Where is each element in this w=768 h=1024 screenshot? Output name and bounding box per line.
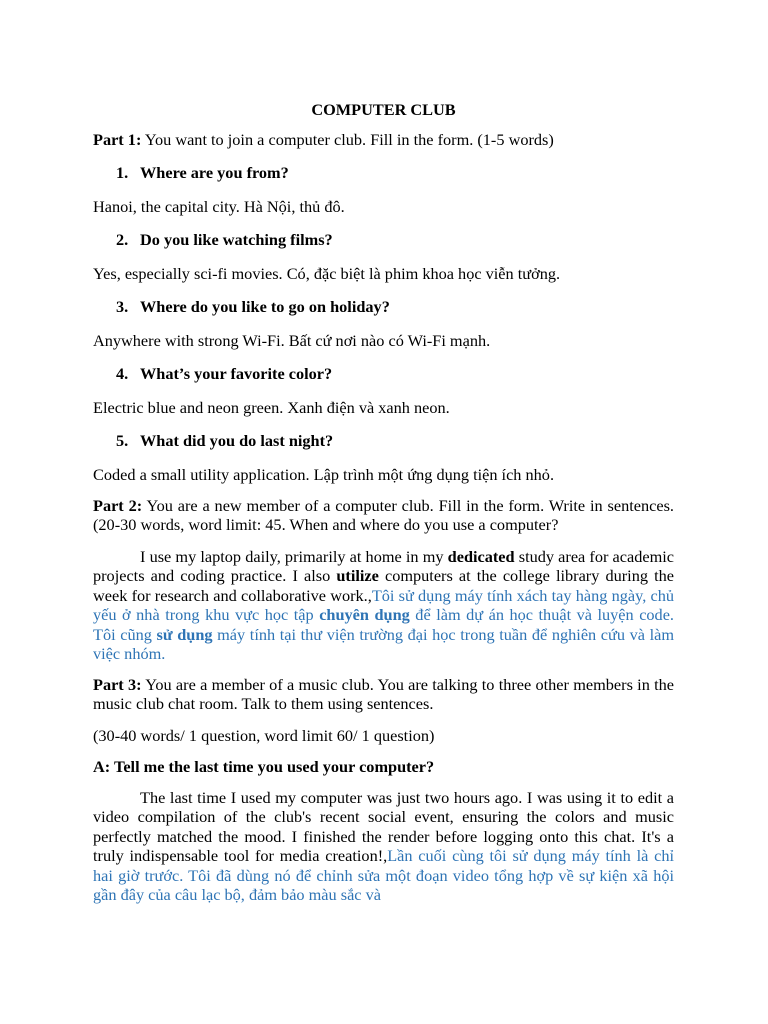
part3-answer-a	[93, 788, 674, 905]
part3-word-limit: (30-40 words/ 1 question, word limit 60/ 1 question)	[93, 725, 435, 745]
answer-highlight: utilize	[336, 566, 379, 585]
answer-3: Anywhere with strong Wi-Fi. Bất cứ nơi nào có Wi-Fi mạnh.	[93, 331, 491, 350]
answer-4: Electric blue and neon green. Xanh điện và xanh neon.	[93, 398, 450, 417]
question-text: What did you do last night?	[140, 430, 334, 450]
part2-instruction	[93, 496, 674, 535]
answer-1: Hanoi, the capital city. Hà Nội, thủ đô.	[93, 197, 345, 216]
translation-text: để làm dự án học thuật và luyện code. Tôi cũng	[93, 605, 674, 644]
question-4	[116, 364, 674, 384]
part3-question-a: A: Tell me the last time you used your computer?	[93, 757, 435, 776]
answer-text: The last time I used my computer was just two hours ago. I was using it to edit a video compilation of the club's recent social event, ensuring the colors and music perfectly matched the mood. I finished the render before logging onto this chat. It's a truly indispensable tool for media creation!,	[93, 787, 674, 865]
question-number: 4.	[116, 363, 129, 383]
question-1	[116, 163, 674, 183]
part3-instruction	[93, 675, 674, 714]
question-number: 3.	[116, 296, 129, 316]
answer-highlight: dedicated	[447, 546, 515, 566]
question-text: What’s your favorite color?	[140, 363, 333, 383]
question-text: Where are you from?	[140, 162, 289, 182]
answer-5: Coded a small utility application. Lập trình một ứng dụng tiện ích nhỏ.	[93, 465, 555, 484]
translation-text: Tôi sử dụng máy tính xách tay hàng ngày, chủ yếu ở nhà trong khu vực học tập	[93, 585, 675, 624]
part1-instruction	[93, 130, 674, 150]
part3-label: Part 3:	[93, 674, 142, 694]
translation-highlight: chuyên dụng	[319, 605, 410, 624]
question-2	[116, 230, 674, 250]
answer-text: I use my laptop daily, primarily at home in my	[140, 546, 448, 566]
question-text: Do you like watching films?	[140, 229, 333, 249]
question-number: 1.	[116, 162, 129, 182]
translation-text: Lần cuối cùng tôi sử dụng máy tính là chỉ hai giờ trước. Tôi đã dùng nó để chỉnh sửa một đoạn video tổng hợp về sự kiện xã hội gần đây của câu lạc bộ, đảm bảo màu sắc và	[93, 846, 674, 904]
part2-text: You are a new member of a computer club. Fill in the form. Write in sentences. (20-30 words, word limit: 45. When and where do you use a computer?	[93, 495, 674, 534]
question-5	[116, 431, 674, 451]
part1-label: Part 1:	[93, 130, 142, 149]
part2-answer	[93, 547, 674, 664]
translation-highlight: sử dụng	[156, 624, 213, 644]
question-number: 5.	[116, 430, 129, 450]
question-3	[116, 297, 674, 317]
question-number: 2.	[116, 229, 129, 249]
answer-text: study area for academic projects and coding practice. I also	[93, 546, 675, 585]
part3-text: You are a member of a music club. You are talking to three other members in the music club chat room. Talk to them using sentences.	[93, 674, 674, 713]
page-title: COMPUTER CLUB	[311, 100, 456, 119]
answer-2: Yes, especially sci-fi movies. Có, đặc biệt là phim khoa học viễn tưởng.	[93, 264, 561, 283]
question-text: Where do you like to go on holiday?	[140, 296, 390, 316]
translation-text: máy tính tại thư viện trường đại học trong tuần để nghiên cứu và làm việc nhóm.	[93, 624, 674, 663]
part1-text: You want to join a computer club. Fill in the form. (1-5 words)	[141, 130, 554, 149]
answer-text: computers at the college library during the week for research and collaborative work.,	[93, 566, 675, 605]
part2-label: Part 2:	[93, 495, 143, 515]
